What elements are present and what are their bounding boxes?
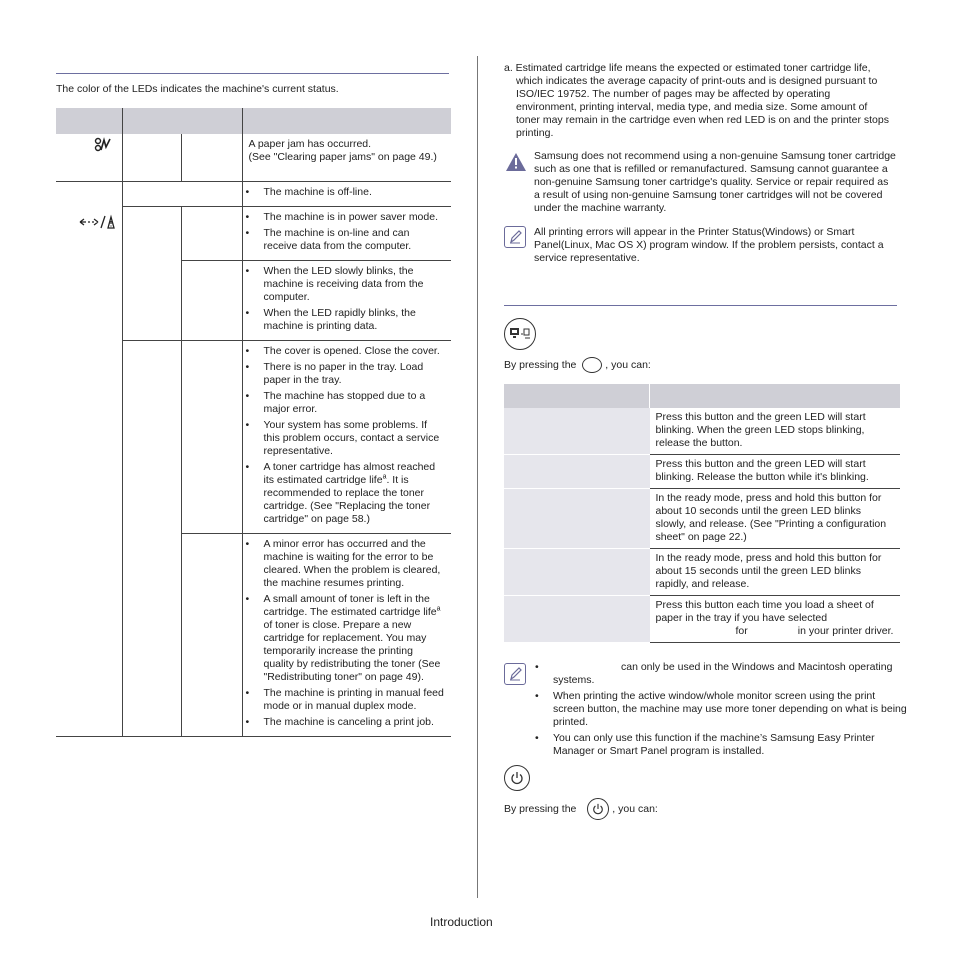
table-row [56,134,451,182]
list-item: • Your system has some problems. If this problem occurs, contact a service representative. [264,419,446,458]
list-item: • can only be used in the Windows and Macintosh operating systems. [553,661,909,687]
note2-list [532,657,909,761]
section-rule [56,73,449,74]
print-screen-button-icon [504,318,536,350]
jam-icon [94,144,112,156]
table-row [56,341,451,534]
warning-text: Samsung does not recommend using a non-genuine Samsung toner cartridge such as one that is refilled or remanufactured. Samsung cannot guarantee a non-genuine Samsung toner cartridge's quality. Service or repair required as a result of using non-genuine Samsung toner cartridges will not be covered under the machine warranty. [534,150,896,214]
list-item: • When printing the active window/whole monitor screen using the print screen button, the machine may use more toner depending on what is being printed. [553,690,909,729]
note-icon [504,226,526,248]
list-item: • A toner cartridge has almost reached its estimated cartridge life$^a$. It is recommended to replace the toner cartridge. (See "Replacing the toner cartridge" on page 58.) [264,461,446,526]
section-rule [504,305,897,306]
page-footer: Introduction [430,915,493,929]
intro-text: The color of the LEDs indicates the machine's current status. [56,83,339,95]
list-item: • A minor error has occurred and the machine is waiting for the error to be cleared. When the problem is cleared, the machine resumes printing. [264,538,446,590]
print-screen-inline-icon [582,357,602,373]
table-row: Press this button each time you load a sheet of paper in the tray if you have selected for in your printer driver. [504,596,900,643]
warning-icon [504,151,528,173]
list-item: • The machine is off-line. [264,186,446,199]
power-inline-icon [587,798,609,820]
list-item: • The machine has stopped due to a major error. [264,390,446,416]
print-screen-table [504,384,900,643]
online-error-icon [78,221,116,233]
table-header-row [504,384,900,408]
list-item: • When the LED slowly blinks, the machine is receiving data from the computer. [264,265,446,304]
list-item: • The machine is in power saver mode. [264,211,446,224]
power-button-icon [504,765,530,791]
table-row: Press this button and the green LED will start blinking. When the green LED stops blinking, release the button. [504,408,900,455]
led-status-table [56,108,451,737]
footnote: a. Estimated cartridge life means the expected or estimated toner cartridge life, which indicates the average capacity of print-outs and is designed pursuant to ISO/IEC 19752. The number of pages may be affected by operating environment, printing interval, media type, and media size. Some amount of toner may remain in the cartridge even when red LED is on and the printer stops printing. [504,62,889,139]
table-row: In the ready mode, press and hold this button for about 15 seconds until the green LED blinks rapidly, and release. [504,549,900,596]
list-item: • The cover is opened. Close the cover. [264,345,446,358]
list-item: • The machine is printing in manual feed mode or in manual duplex mode. [264,687,446,713]
jam-text: A paper jam has occurred. [248,138,372,150]
press1-line: By pressing the , you can: [504,357,651,373]
list-item: • You can only use this function if the machine’s Samsung Easy Printer Manager or Smart Panel program is installed. [553,732,909,758]
list-item: • The machine is on-line and can receive data from the computer. [264,227,446,253]
list-item: • When the LED rapidly blinks, the machine is printing data. [264,307,446,333]
table-row [56,182,451,207]
table-row: In the ready mode, press and hold this button for about 10 seconds until the green LED blinks slowly, and release. (See "Printing a configuration sheet" on page 22.) [504,489,900,549]
column-divider [477,56,478,898]
jam-ref: (See "Clearing paper jams" on page 49.) [248,151,437,163]
note-icon [504,663,526,685]
list-item: • A small amount of toner is left in the cartridge. The estimated cartridge life$^a$ of toner is close. Prepare a new cartridge for replacement. You may temporarily increase the printing quality by redistributing the toner (See "Redistributing toner" on page 49). [264,593,446,684]
list-item: • The machine is canceling a print job. [264,716,446,729]
note1-text: All printing errors will appear in the Printer Status(Windows) or Smart Panel(Linux, Mac OS X) program window. If the problem persists, contact a service representative. [534,226,884,264]
press2-line: By pressing the , you can: [504,798,658,820]
list-item: • There is no paper in the tray. Load paper in the tray. [264,361,446,387]
table-row: Press this button and the green LED will start blinking. Release the button while it's blinking. [504,455,900,489]
table-header-row [56,108,451,134]
